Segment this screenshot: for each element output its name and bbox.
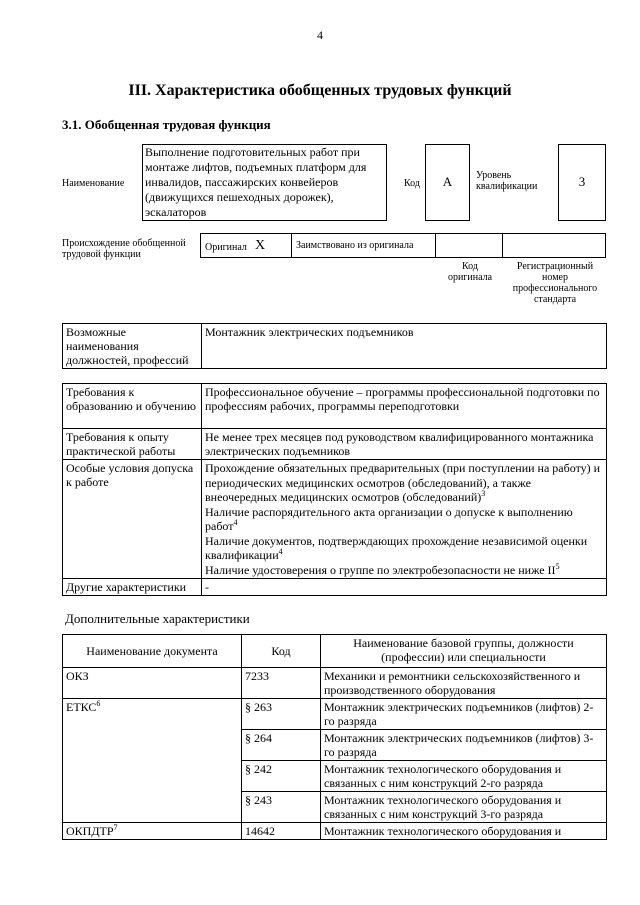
table-row xyxy=(63,823,607,840)
requirement-label: Другие характеристики xyxy=(63,579,202,596)
code-label: Код xyxy=(404,178,420,189)
doc-code: § 264 xyxy=(242,730,321,761)
positions-value: Монтажник электрических подъемников xyxy=(202,324,607,369)
origin-original-mark: X xyxy=(255,238,266,253)
origin-code-label: Код оригинала xyxy=(447,261,493,283)
doc-code: § 242 xyxy=(242,761,321,792)
page-number: 4 xyxy=(317,28,323,42)
footnote-ref: 4 xyxy=(233,518,238,527)
section-title: III. Характеристика обобщенных трудовых функций xyxy=(128,82,512,99)
doc-name: ОКПДТР$^7$ xyxy=(63,823,242,840)
requirement-row-education xyxy=(63,384,607,429)
requirement-label: Особые условия допуска к работе xyxy=(63,460,202,579)
origin-reg-label: Регистрационный номер профессионального стандарта xyxy=(512,261,598,305)
footnote-ref: 5 xyxy=(555,561,560,571)
requirement-row-experience xyxy=(63,429,607,460)
positions-table xyxy=(62,323,607,369)
column-header: Код xyxy=(242,635,321,668)
doc-name: ЕТКС$^6$ xyxy=(63,699,242,823)
level-label: Уровень квалификации xyxy=(476,170,538,192)
footnote-ref: 6 xyxy=(96,699,101,708)
code-value: А xyxy=(442,174,453,189)
positions-label: Возможные наименования должностей, профессий xyxy=(63,324,202,369)
requirement-label: Требования к опыту практической работы xyxy=(63,429,202,460)
table-header-row xyxy=(63,635,607,668)
origin-borrowed-label: Заимствовано из оригинала xyxy=(296,240,414,251)
origin-original-label: Оригинал xyxy=(205,242,247,253)
origin-code-box xyxy=(435,233,503,258)
additional-title: Дополнительные характеристики xyxy=(65,611,250,626)
special-condition-2: Наличие распорядительного акта организации о допуске к выполнению работ xyxy=(205,504,573,533)
column-header: Наименование базовой группы, должности (профессии) или специальности xyxy=(321,635,607,668)
name-value: Выполнение подготовительных работ при монтаже лифтов, подъемных платформ для инвалидов, пассажирских конвейеров (движущихся пешеходных дорожек), эскалаторов xyxy=(145,145,367,219)
special-condition-3: Наличие документов, подтверждающих прохождение независимой оценки квалификации xyxy=(205,533,588,562)
origin-label: Происхождение обобщенной трудовой функции xyxy=(62,238,186,260)
special-condition-1: Прохождение обязательных предварительных (при поступлении на работу) и периодических медицинских осмотров (обследований), а также внеочередных медицинских осмотров (обследований) xyxy=(205,461,601,504)
doc-description: Механики и ремонтники сельскохозяйственного и производственного оборудования xyxy=(321,668,607,699)
doc-code: 7233 xyxy=(242,668,321,699)
doc-description: Монтажник технологического оборудования и связанных с ним конструкций 2-го разряда xyxy=(321,761,607,792)
requirement-value: - xyxy=(202,579,607,596)
requirement-label: Требования к образованию и обучению xyxy=(63,384,202,429)
doc-name: ОКЗ xyxy=(63,668,242,699)
doc-description: Монтажник технологического оборудования и связанных с ним конструкций 3-го разряда xyxy=(321,792,607,823)
doc-code: 14642 xyxy=(242,823,321,840)
table-row xyxy=(63,668,607,699)
requirement-value: Профессиональное обучение – программы профессиональной подготовки по профессиям рабочих, программы переподготовки xyxy=(202,384,607,429)
table-row xyxy=(63,699,607,730)
requirement-value xyxy=(202,460,607,579)
footnote-ref: 4 xyxy=(278,547,283,556)
subsection-title: 3.1. Обобщенная трудовая функция xyxy=(62,117,271,132)
footnote-ref: 3 xyxy=(481,489,486,498)
column-header: Наименование документа xyxy=(63,635,242,668)
requirement-row-special xyxy=(63,460,607,579)
doc-code: § 263 xyxy=(242,699,321,730)
origin-reg-box xyxy=(502,233,606,258)
requirements-table xyxy=(62,383,607,596)
special-condition-4: Наличие удостоверения о группе по электробезопасности не ниже II xyxy=(205,562,556,577)
footnote-ref: 7 xyxy=(113,823,118,832)
requirement-value: Не менее трех месяцев под руководством квалифицированного монтажника электрических подъемников xyxy=(202,429,607,460)
doc-description: Монтажник электрических подъемников (лифтов) 3-го разряда xyxy=(321,730,607,761)
doc-description: Монтажник технологического оборудования и xyxy=(321,823,607,840)
doc-description: Монтажник электрических подъемников (лифтов) 2-го разряда xyxy=(321,699,607,730)
requirement-row-other xyxy=(63,579,607,596)
level-value: 3 xyxy=(578,174,586,189)
name-label: Наименование xyxy=(62,178,125,189)
doc-code: § 243 xyxy=(242,792,321,823)
additional-table xyxy=(62,634,607,840)
